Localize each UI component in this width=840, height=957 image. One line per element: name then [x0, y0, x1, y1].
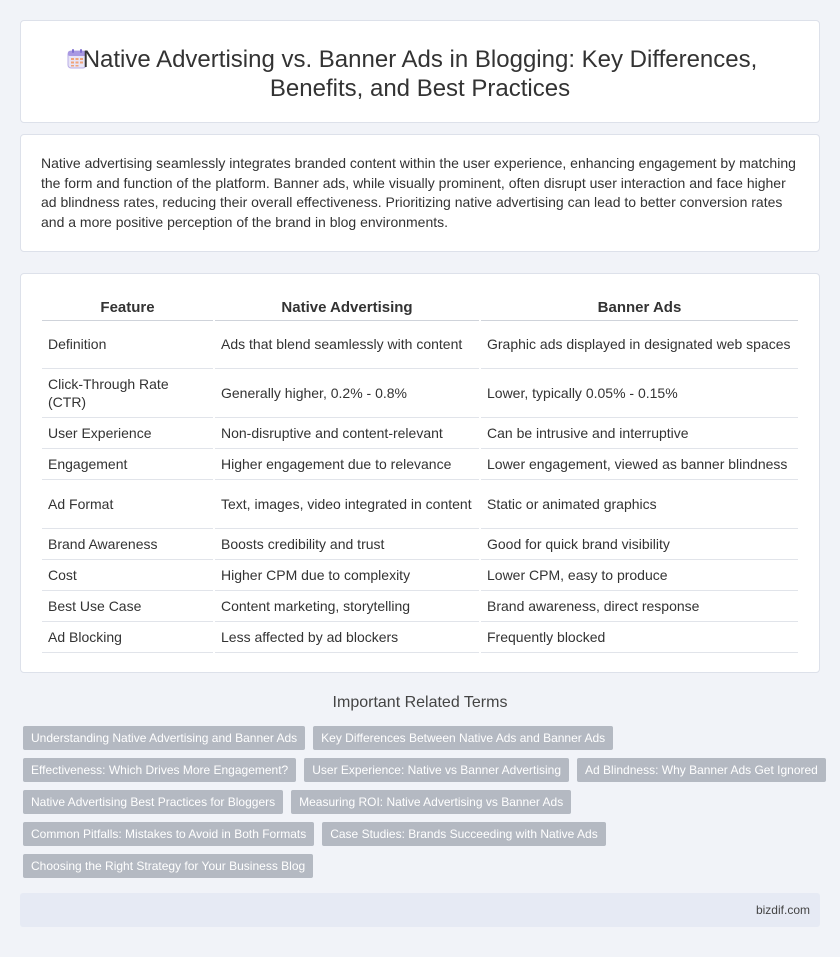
related-term-tag[interactable]: Common Pitfalls: Mistakes to Avoid in Both Formats — [23, 822, 314, 846]
table-row — [42, 479, 798, 528]
column-header-banner: Banner Ads — [480, 294, 798, 320]
table-cell: Good for quick brand visibility — [480, 528, 798, 559]
table-cell: Lower engagement, viewed as banner blindness — [480, 448, 798, 479]
table-cell: Cost — [42, 559, 214, 590]
related-term-tag[interactable]: Understanding Native Advertising and Banner Ads — [23, 726, 305, 750]
table-cell: Graphic ads displayed in designated web spaces — [480, 320, 798, 368]
table-header-row — [42, 294, 798, 320]
related-term-tag[interactable]: Ad Blindness: Why Banner Ads Get Ignored — [577, 758, 826, 782]
table-row — [42, 621, 798, 652]
table-cell: Definition — [42, 320, 214, 368]
related-term-tag[interactable]: User Experience: Native vs Banner Advertising — [304, 758, 569, 782]
table-row — [42, 448, 798, 479]
footer-site-link[interactable]: bizdif.com — [755, 903, 810, 917]
related-term-tag[interactable]: Native Advertising Best Practices for Bloggers — [23, 790, 283, 814]
table-cell: Static or animated graphics — [480, 479, 798, 528]
comparison-card — [20, 273, 820, 673]
table-cell: Brand awareness, direct response — [480, 590, 798, 621]
table-cell: Boosts credibility and trust — [214, 528, 480, 559]
table-cell: Engagement — [42, 448, 214, 479]
related-terms-heading: Important Related Terms — [332, 694, 508, 711]
footer — [20, 893, 820, 927]
related-term-tag[interactable]: Case Studies: Brands Succeeding with Native Ads — [322, 822, 605, 846]
table-cell: Content marketing, storytelling — [214, 590, 480, 621]
table-row — [42, 417, 798, 448]
intro-paragraph: Native advertising seamlessly integrates branded content within the user experience, enhancing engagement by matching the form and function of the platform. Banner ads, while visually prominent, often disrupt user interaction and face higher ad blindness rates, reducing their overall effectiveness. Prioritizing native advertising can lead to better conversion rates and a more positive perception of the brand in blog environments. — [41, 155, 796, 230]
table-row — [42, 368, 798, 417]
header-card — [20, 20, 820, 123]
tag-row — [23, 822, 823, 846]
related-term-tag[interactable]: Effectiveness: Which Drives More Engagement? — [23, 758, 296, 782]
column-header-native: Native Advertising — [214, 294, 480, 320]
related-term-tag[interactable]: Measuring ROI: Native Advertising vs Banner Ads — [291, 790, 571, 814]
column-header-feature: Feature — [42, 294, 214, 320]
related-term-tag[interactable]: Key Differences Between Native Ads and Banner Ads — [313, 726, 613, 750]
table-row — [42, 320, 798, 368]
table-row — [42, 559, 798, 590]
tag-row — [23, 790, 823, 814]
related-terms-list — [23, 726, 823, 886]
table-cell: Best Use Case — [42, 590, 214, 621]
table-row — [42, 528, 798, 559]
intro-card — [20, 134, 820, 252]
table-cell: Non-disruptive and content-relevant — [214, 417, 480, 448]
table-cell: Lower, typically 0.05% - 0.15% — [480, 368, 798, 417]
table-cell: Ads that blend seamlessly with content — [214, 320, 480, 368]
tag-row — [23, 726, 823, 750]
related-term-tag[interactable]: Choosing the Right Strategy for Your Business Blog — [23, 854, 313, 878]
table-cell: User Experience — [42, 417, 214, 448]
tag-row — [23, 854, 823, 878]
comparison-table — [42, 294, 798, 653]
table-cell: Ad Format — [42, 479, 214, 528]
table-cell: Brand Awareness — [42, 528, 214, 559]
tag-row — [23, 758, 823, 782]
table-cell: Higher CPM due to complexity — [214, 559, 480, 590]
table-cell: Higher engagement due to relevance — [214, 448, 480, 479]
table-cell: Frequently blocked — [480, 621, 798, 652]
page-title: Native Advertising vs. Banner Ads in Blogging: Key Differences, Benefits, and Best Practices — [82, 46, 758, 102]
table-row — [42, 590, 798, 621]
table-cell: Less affected by ad blockers — [214, 621, 480, 652]
table-cell: Text, images, video integrated in content — [214, 479, 480, 528]
table-cell: Generally higher, 0.2% - 0.8% — [214, 368, 480, 417]
table-cell: Click-Through Rate (CTR) — [42, 368, 214, 417]
table-cell: Lower CPM, easy to produce — [480, 559, 798, 590]
table-cell: Can be intrusive and interruptive — [480, 417, 798, 448]
table-cell: Ad Blocking — [42, 621, 214, 652]
